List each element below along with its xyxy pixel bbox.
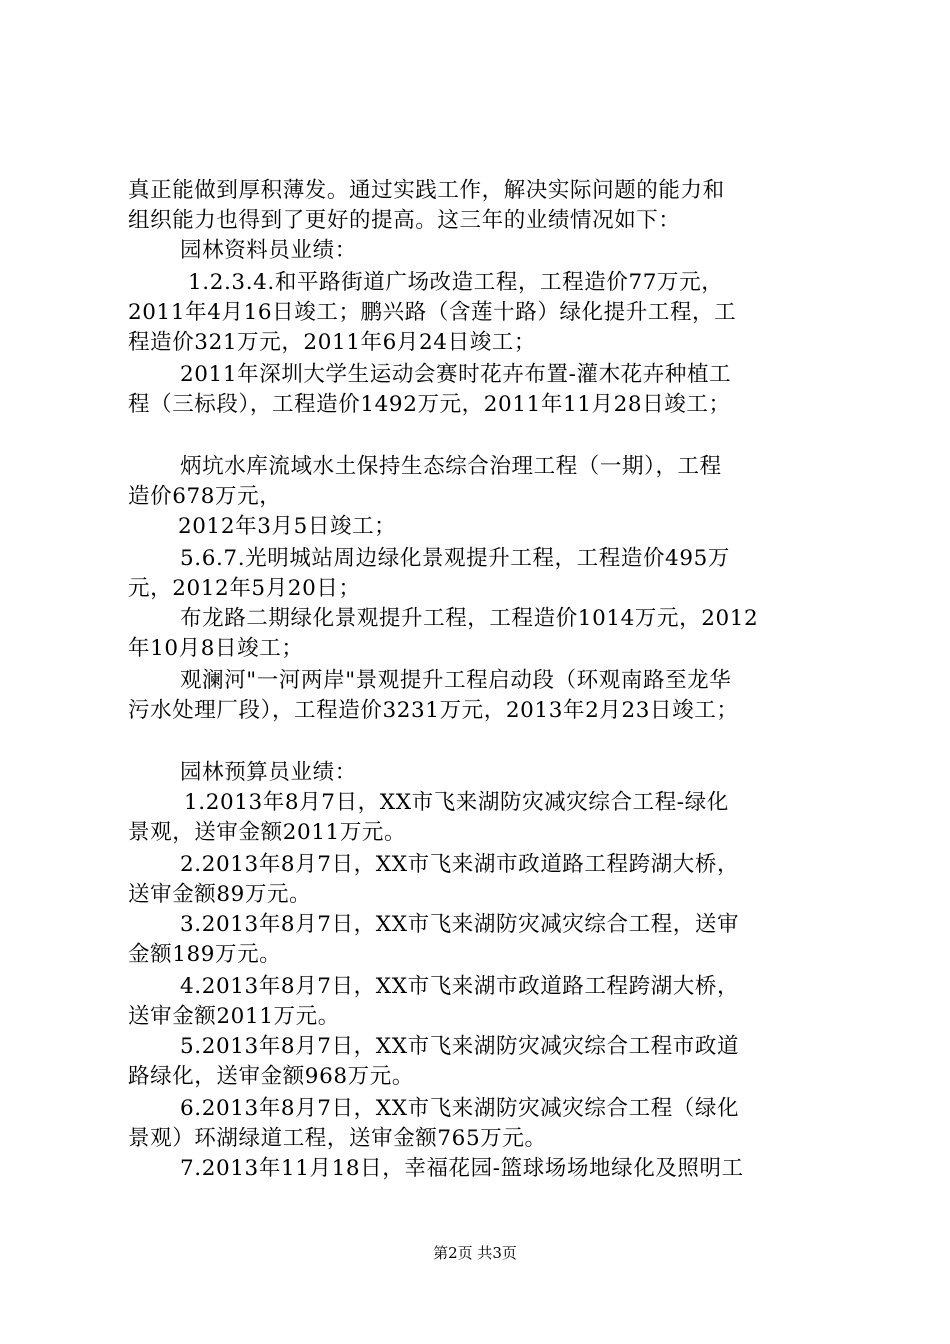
text-line: 2011年4月16日竣工；鹏兴路（含莲十路）绿化提升工程，工 [128, 300, 737, 325]
list-item: 7.2013年11月18日，幸福花园-篮球场场地绿化及照明工 [180, 1156, 744, 1181]
text-line: 程造价321万元，2011年6月24日竣工； [128, 330, 536, 355]
text-line: 2011年深圳大学生运动会赛时花卉布置-灌木花卉种植工 [180, 362, 732, 387]
text-line: 元，2012年5月20日； [128, 576, 361, 601]
text-line: 污水处理厂段），工程造价3231万元，2013年2月23日竣工； [128, 698, 739, 723]
section-heading: 园林资料员业绩： [180, 238, 357, 263]
text-line: 送审金额2011万元。 [128, 1004, 340, 1029]
list-item: 5.2013年8月7日，XX市飞来湖防灾减灾综合工程市政道 [180, 1034, 740, 1059]
text-line: 1.2.3.4.和平路街道广场改造工程，工程造价77万元， [188, 270, 724, 295]
section-heading: 园林预算员业绩： [180, 760, 357, 785]
list-item: 3.2013年8月7日，XX市飞来湖防灾减灾综合工程，送审 [180, 912, 740, 937]
text-line: 景观，送审金额2011万元。 [128, 820, 407, 845]
text-line: 景观）环湖绿道工程，送审金额765万元。 [128, 1126, 547, 1151]
page-number-footer: 第2页 共3页 [433, 1244, 517, 1262]
text-line: 观澜河"一河两岸"景观提升工程启动段（环观南路至龙华 [180, 668, 732, 693]
text-line: 组织能力也得到了更好的提高。这三年的业绩情况如下： [128, 208, 681, 233]
text-line: 年10月8日竣工； [128, 636, 304, 661]
text-line: 造价678万元， [128, 484, 282, 509]
text-line: 路绿化，送审金额968万元。 [128, 1064, 414, 1089]
text-line: 炳坑水库流域水土保持生态综合治理工程（一期），工程 [180, 454, 722, 479]
list-item: 2.2013年8月7日，XX市飞来湖市政道路工程跨湖大桥， [180, 852, 740, 877]
list-item: 4.2013年8月7日，XX市飞来湖市政道路工程跨湖大桥， [180, 974, 740, 999]
text-line: 2012年3月5日竣工； [178, 514, 397, 539]
text-line: 金额189万元。 [128, 942, 282, 967]
list-item: 6.2013年8月7日，XX市飞来湖防灾减灾综合工程（绿化 [180, 1096, 740, 1121]
text-line: 送审金额89万元。 [128, 882, 312, 907]
text-line: 布龙路二期绿化景观提升工程，工程造价1014万元，2012 [180, 606, 759, 631]
text-line: 程（三标段），工程造价1492万元，2011年11月28日竣工； [128, 392, 731, 417]
text-line: 5.6.7.光明城站周边绿化景观提升工程，工程造价495万 [180, 546, 730, 571]
text-line: 真正能做到厚积薄发。通过实践工作，解决实际问题的能力和 [128, 178, 725, 203]
list-item: 1.2013年8月7日，XX市飞来湖防灾减灾综合工程-绿化 [184, 790, 729, 815]
